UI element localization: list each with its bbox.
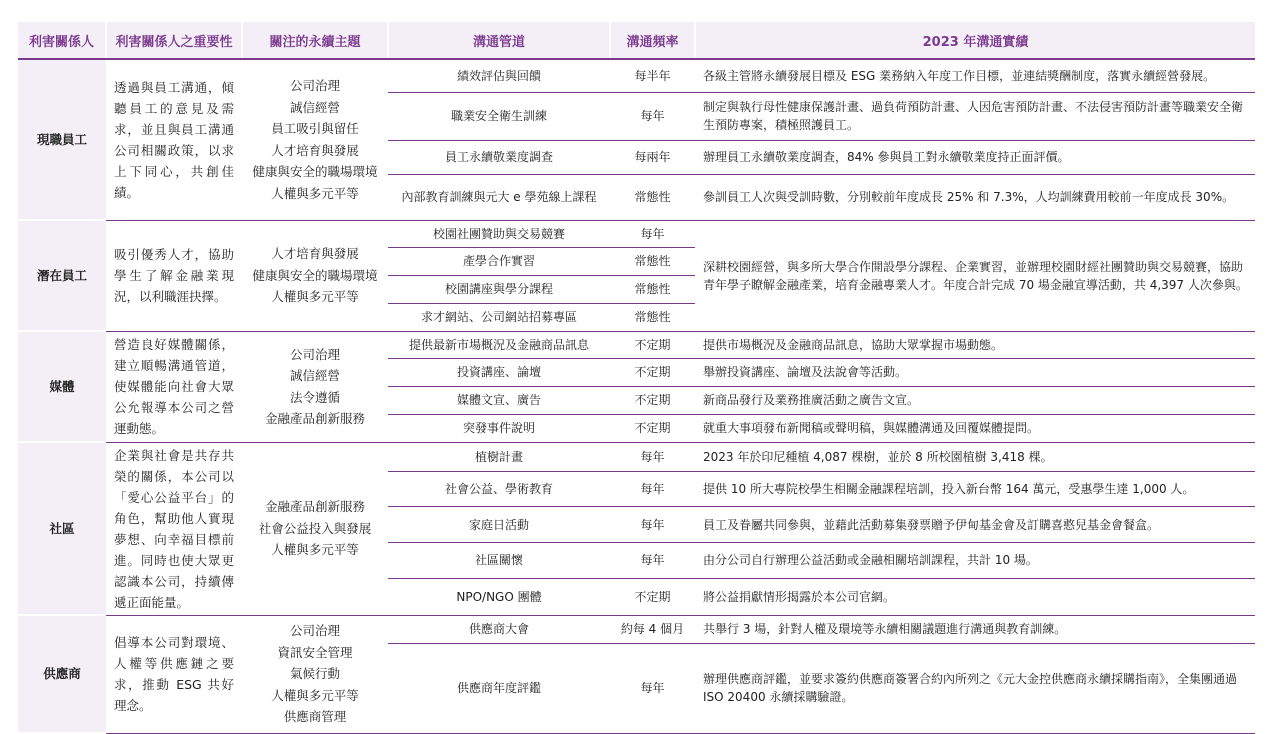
topic-item: 資訊安全管理	[277, 644, 353, 660]
channel-cell: 投資講座、論壇	[388, 358, 610, 386]
frequency-cell: 不定期	[610, 578, 695, 615]
stakeholder-name: 媒體	[18, 331, 106, 442]
result-cell: 提供 10 所大專院校學生相關金融課程培訓，投入新台幣 164 萬元，受惠學生達 1,000 人。	[695, 471, 1255, 507]
topic-item: 人權與多元平等	[271, 185, 359, 201]
stakeholder-communication-table	[18, 22, 1255, 734]
result-cell: 新商品發行及業務推廣活動之廣告文宣。	[695, 386, 1255, 414]
header-topics: 關注的永續主題	[242, 22, 388, 59]
channel-cell: 提供最新市場概況及金融商品訊息	[388, 331, 610, 358]
frequency-cell: 常態性	[610, 247, 695, 275]
topic-item: 誠信經營	[289, 368, 340, 383]
result-cell: 共舉行 3 場，針對人權及環境等永續相關議題進行溝通與教育訓練。	[695, 615, 1255, 643]
channel-cell: 家庭日活動	[388, 507, 610, 543]
stakeholder-name: 潛在員工	[18, 220, 106, 331]
table-row	[18, 615, 1255, 643]
frequency-cell: 不定期	[610, 331, 695, 358]
frequency-cell: 約每 4 個月	[610, 615, 695, 643]
stakeholder-importance: 企業與社會是共存共榮的關係，本公司以「愛心公益平台」的角色，幫助他人實現夢想、向幸福目標前進。同時也使大眾更認識本公司，持續傳遞正面能量。	[106, 442, 242, 615]
frequency-cell: 每年	[610, 543, 695, 579]
topic-item: 員工吸引與留任	[271, 121, 359, 137]
topic-item: 人權與多元平等	[271, 289, 359, 305]
frequency-cell: 每年	[610, 507, 695, 543]
frequency-cell: 每年	[610, 220, 695, 247]
stakeholder-topics	[242, 442, 388, 615]
frequency-cell: 常態性	[610, 174, 695, 220]
table-row	[18, 442, 1255, 471]
frequency-cell: 不定期	[610, 414, 695, 442]
header-frequency: 溝通頻率	[610, 22, 695, 59]
channel-cell: 突發事件說明	[388, 414, 610, 442]
topic-item: 社會公益投入與發展	[258, 520, 372, 536]
channel-cell: 媒體文宣、廣告	[388, 386, 610, 414]
topic-item: 公司治理	[289, 623, 340, 639]
result-cell: 制定與執行母性健康保護計畫、過負荷預防計畫、人因危害預防計畫、不法侵害預防計畫等職業安全衛生預防專案，積極照護員工。	[695, 92, 1255, 140]
topic-item: 公司治理	[289, 78, 340, 94]
channel-cell: 校園社團贊助與交易競賽	[388, 220, 610, 247]
topic-item: 公司治理	[289, 346, 340, 362]
topic-item: 金融產品創新服務	[264, 411, 365, 426]
frequency-cell: 常態性	[610, 303, 695, 331]
frequency-cell: 每年	[610, 442, 695, 471]
frequency-cell: 不定期	[610, 386, 695, 414]
topic-item: 誠信經營	[289, 99, 340, 115]
table-header-row	[18, 22, 1255, 59]
topic-item: 人才培育與發展	[271, 142, 359, 158]
channel-cell: 校園講座與學分課程	[388, 275, 610, 303]
stakeholder-importance: 倡導本公司對環境、人權等供應鏈之要求，推動 ESG 共好理念。	[106, 615, 242, 733]
topic-item: 人權與多元平等	[271, 542, 359, 558]
channel-cell: 社區關懷	[388, 543, 610, 579]
result-cell: 2023 年於印尼種植 4,087 棵樹，並於 8 所校園植樹 3,418 棵。	[695, 442, 1255, 471]
topic-item: 人才培育與發展	[271, 246, 359, 262]
frequency-cell: 常態性	[610, 275, 695, 303]
topic-item: 金融產品創新服務	[264, 499, 365, 515]
frequency-cell: 每年	[610, 643, 695, 733]
channel-cell: 績效評估與回饋	[388, 59, 610, 92]
result-cell: 各級主管將永續發展目標及 ESG 業務納入年度工作目標，並連結獎酬制度，落實永續經營發展。	[695, 59, 1255, 92]
topic-item: 健康與安全的職場環境	[252, 164, 378, 180]
header-results: 2023 年溝通實績	[695, 22, 1255, 59]
table-row	[18, 59, 1255, 92]
channel-cell: 供應商大會	[388, 615, 610, 643]
stakeholder-topics	[242, 615, 388, 733]
result-cell: 舉辦投資講座、論壇及法說會等活動。	[695, 358, 1255, 386]
result-cell: 由分公司自行辦理公益活動或金融相關培訓課程，共計 10 場。	[695, 543, 1255, 579]
stakeholder-importance: 吸引優秀人才，協助學生了解金融業現況，以利職涯抉擇。	[106, 220, 242, 331]
frequency-cell: 每年	[610, 471, 695, 507]
stakeholder-topics	[242, 220, 388, 331]
header-stakeholder: 利害關係人	[18, 22, 106, 59]
topic-item: 法令遵循	[289, 389, 340, 405]
result-cell: 辦理供應商評鑑，並要求簽約供應商簽署合約內所列之《元大金控供應商永續採購指南》，全集團通過 ISO 20400 永續採購驗證。	[695, 643, 1255, 733]
result-cell: 參訓員工人次與受訓時數，分別較前年度成長 25% 和 7.3%，人均訓練費用較前一年度成長 30%。	[695, 174, 1255, 220]
result-cell: 員工及眷屬共同參與，並藉此活動募集發票贈予伊甸基金會及訂購喜憨兒基金會餐盒。	[695, 507, 1255, 543]
header-channel: 溝通管道	[388, 22, 610, 59]
table-row	[18, 220, 1255, 247]
result-cell: 深耕校園經營，與多所大學合作開設學分課程、企業實習，並辦理校園財經社團贊助與交易競賽，協助青年學子瞭解金融產業，培育金融專業人才。年度合計完成 70 場金融宣導活動，共 4,397 人次參與。	[695, 220, 1255, 331]
channel-cell: 供應商年度評鑑	[388, 643, 610, 733]
stakeholder-topics	[242, 331, 388, 442]
channel-cell: 產學合作實習	[388, 247, 610, 275]
stakeholder-name: 現職員工	[18, 59, 106, 220]
frequency-cell: 每半年	[610, 59, 695, 92]
stakeholder-importance: 透過與員工溝通，傾聽員工的意見及需求，並且與員工溝通公司相關政策，以求上下同心，共創佳績。	[106, 59, 242, 220]
result-cell: 就重大事項發布新聞稿或聲明稿，與媒體溝通及回覆媒體提問。	[695, 414, 1255, 442]
channel-cell: NPO/NGO 團體	[388, 578, 610, 615]
channel-cell: 植樹計畫	[388, 442, 610, 471]
stakeholder-name: 社區	[18, 442, 106, 615]
stakeholder-topics	[242, 59, 388, 220]
channel-cell: 求才網站、公司網站招募專區	[388, 303, 610, 331]
result-cell: 提供市場概況及金融商品訊息，協助大眾掌握市場動態。	[695, 331, 1255, 358]
header-importance: 利害關係人之重要性	[106, 22, 242, 59]
topic-item: 供應商管理	[283, 709, 347, 725]
frequency-cell: 每年	[610, 92, 695, 140]
table-row	[18, 331, 1255, 358]
channel-cell: 內部教育訓練與元大 e 學苑線上課程	[388, 174, 610, 220]
channel-cell: 員工永續敬業度調查	[388, 140, 610, 174]
stakeholder-importance: 營造良好媒體關係，建立順暢溝通管道，使媒體能向社會大眾公允報導本公司之營運動態。	[106, 331, 242, 442]
stakeholder-name: 供應商	[18, 615, 106, 733]
frequency-cell: 每兩年	[610, 140, 695, 174]
channel-cell: 社會公益、學術教育	[388, 471, 610, 507]
result-cell: 辦理員工永續敬業度調查，84% 參與員工對永續敬業度持正面評價。	[695, 140, 1255, 174]
channel-cell: 職業安全衛生訓練	[388, 92, 610, 140]
result-cell: 將公益捐獻情形揭露於本公司官網。	[695, 578, 1255, 615]
topic-item: 健康與安全的職場環境	[252, 267, 378, 283]
frequency-cell: 不定期	[610, 358, 695, 386]
topic-item: 氣候行動	[289, 666, 340, 682]
topic-item: 人權與多元平等	[271, 687, 359, 703]
